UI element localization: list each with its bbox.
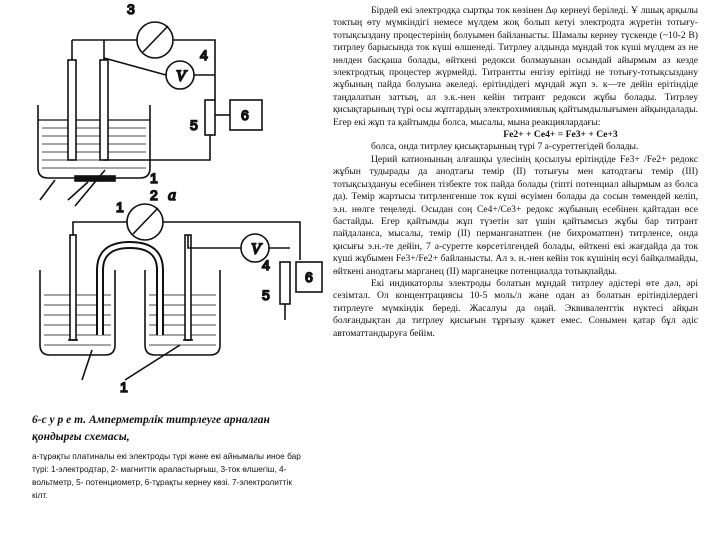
label-4-b: 4 (262, 257, 270, 273)
box6-symbol-a: 6 (241, 107, 249, 123)
apparatus-diagram (0, 0, 330, 410)
box6-symbol-b: 6 (305, 269, 313, 285)
label-4-a: 4 (200, 47, 208, 63)
equation: Fe2+ + Ce4+ = Fe3+ + Ce+3 (503, 129, 618, 141)
voltmeter-symbol-a: V (176, 68, 186, 85)
body-text (333, 5, 698, 340)
paragraph-2: болса, онда титрлеу қисықтарының түрі 7 а-суреттегідей болады. (371, 141, 639, 153)
label-5-a: 5 (190, 117, 198, 133)
figure-label-a: а (168, 187, 176, 204)
paragraph-1: Бірдей екі электродқа сыртқы ток көзінен Δφ кернеуі беріледі. Ұ лшық арқылы токтың өту мүмкіндігі немесе мүлдем жоқ болып кетуі электродта жүретін тотығу-тотықсыздану процестерінің болуымен байланысты. Шамалы кернеу түскенде (~10-2 В) титрлеу барысында ток күші өлшенеді. Титрлеу алдында мұндай ток күші мүлдем аз не нөлден басқаша болады, өйткені редокси болмауынан осындай айырмым аз кезде электродтық процестер жүрмейді. Титрантты енгізу ерітінді не тотығу-тотықсыздану жұбының пайда болуына әкеледі. ерітіндідегі мұндай жұп э. к—те дейін ерітіндіде таңдалатын заттың, ал э.к.-нен кейін титрант редокси жұбы болады. Титрлеу қисықтарының түрі осы жұптардың электрохимиялық қайтымдылығымен айқындалады. Егер екі жұп та қайтымды болса, мысалы, мына реакциялардағы: (333, 5, 698, 128)
figure-caption (32, 412, 308, 502)
label-2-a: 2 (150, 187, 158, 203)
voltmeter-symbol-b: V (251, 241, 261, 258)
label-3-a: 3 (127, 1, 135, 17)
label-5-b: 5 (262, 287, 270, 303)
label-1-b-top: 1 (116, 199, 124, 215)
paragraph-4: Екі индикаторлы электроды болатын мұндай титрлеу әдістері өте дәл, әрі сезімтал. Ол концентрациясы 10-5 моль/л және одан аз болатын ерітінділердегі титрлеуге мүмкіндік береді. Жасалуы да оңай. Эквиваленттік нүктесі айқын болғандықтан да титрлеу қисығын тұрғызу қажет емес. Сонымен қатар бұл әдіс автоматтандыруға бейім. (333, 277, 698, 339)
lower-apparatus (40, 204, 322, 380)
label-1-b-bottom: 1 (120, 379, 128, 395)
caption-title: 6-с у р е т. Амперметрлік титрлеуге арналған қондырғы схемасы, (32, 414, 270, 443)
caption-legend: а-тұрақты платиналы екі электроды түрі және екі айнымалы иное бар түрі: 1-электродтар, 2- магниттік араластырғыш, 3-ток өлшегіш, 4- вольтметр, 5- потенциометр, 6-тұрақты кернеу көзі. 7-электролиттік кілт. (32, 451, 301, 500)
paragraph-3: Церий катионының алғашқы үлесінің қосылуы ерітіндіде Fe3+ /Fe2+ редокс жұбын тудырады да анодтағы темір (ІІ) тотығуы мен катодтағы темір (ІІІ) тотықсыздануы есебінен тізбекте ток пайда болады (тіпті потенциал айырмым аз болса да). Темір жартысы титрленгенше ток күші өсуімен болады да сосын төмендей келіп, э.н. нөлге теңеледі. Осыдан соң Ce4+/Ce3+ редокс жұбының есебінен қайтадан өсе бастайды. Егер қайтымды жұп түзетін зат үшін қайтымсыз жұбы бар титрант пайдаланса, мысалы, темір (ІІ) перманганатпен (не бихроматпен) титрленсе, онда қисығы э.н.-те дейін, 7 а-суретте көрсетілгендей болады, өйткені екі жағдайда да ток күші жұбымен Fe3+/Fe2+ байланысты. Ал э. н.-нен кейін ток күшінің өсуі байқалмайды, өйткені анодтағы марганец (ІІ) марганецке потенциалда тотықпайды. (333, 153, 698, 277)
label-1-a: 1 (150, 170, 158, 186)
